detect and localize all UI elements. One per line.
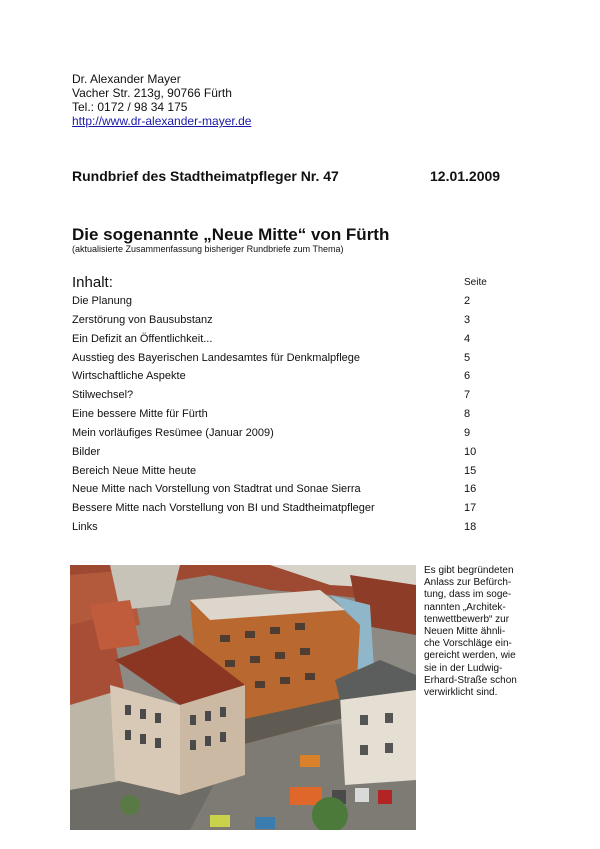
caption-line: sie in der Ludwig- [424, 662, 503, 674]
toc-item [72, 426, 492, 445]
toc-item [72, 445, 492, 464]
toc-item [72, 294, 492, 313]
toc-item-title: Eine bessere Mitte für Fürth [72, 408, 208, 421]
caption-line: che Vorschläge ein- [424, 638, 512, 650]
document-title: Die sogenannte „Neue Mitte“ von Fürth [72, 225, 390, 244]
toc-item-page: 10 [464, 445, 477, 458]
toc-item-title: Neue Mitte nach Vorstellung von Stadtrat und Sonae Sierra [72, 483, 361, 496]
toc-item [72, 351, 492, 370]
toc-item-page: 9 [464, 426, 471, 439]
author-street: Vacher Str. 213g, 90766 Fürth [72, 86, 232, 100]
author-block [72, 72, 251, 128]
toc-item [72, 520, 492, 539]
toc-item-title: Ein Defizit an Öffentlichkeit... [72, 332, 213, 345]
author-name: Dr. Alexander Mayer [72, 72, 181, 86]
photo-caption [424, 565, 534, 699]
toc-item-page: 15 [464, 464, 477, 477]
toc-item-title: Links [72, 521, 98, 534]
toc-item-title: Ausstieg des Bayerischen Landesamtes für Denkmalpflege [72, 351, 360, 364]
toc-item-page: 7 [464, 389, 471, 402]
caption-line: tenwettbewerb“ zur [424, 613, 510, 625]
toc-item-page: 17 [464, 502, 477, 515]
caption-line: Erhard-Straße schon [424, 674, 517, 686]
toc-item-title: Die Planung [72, 295, 132, 307]
toc-item-page: 18 [464, 521, 477, 534]
toc-item-title: Zerstörung von Bausubstanz [72, 313, 213, 326]
toc-item-title: Wirtschaftliche Aspekte [72, 370, 186, 383]
aerial-street-photo [70, 565, 416, 830]
toc-item-title: Bereich Neue Mitte heute [72, 464, 197, 477]
toc-item-title: Bilder [72, 445, 101, 458]
toc-item-page: 6 [464, 370, 471, 383]
toc-item [72, 313, 492, 332]
toc-page-column-label: Seite [464, 277, 487, 288]
toc-item [72, 388, 492, 407]
table-of-contents [72, 294, 492, 539]
circular-title: Rundbrief des Stadtheimatpfleger Nr. 47 [72, 168, 339, 184]
toc-item-page: 4 [464, 332, 471, 345]
toc-item [72, 407, 492, 426]
caption-line: Anlass zur Befürch- [424, 577, 512, 589]
toc-item-page: 5 [464, 351, 471, 364]
toc-item [72, 501, 492, 520]
caption-line: Es gibt begründeten [424, 565, 514, 576]
document-subtitle: (aktualisierte Zusammenfassung bisheriger Rundbriefe zum Thema) [72, 244, 344, 254]
toc-item [72, 332, 492, 351]
caption-line: tung, dass im soge- [424, 589, 512, 601]
author-website-link[interactable]: http://www.dr-alexander-mayer.de [72, 114, 252, 128]
caption-line: nannten „Architek- [424, 601, 506, 613]
caption-line: Neuen Mitte ähnli- [424, 626, 506, 638]
toc-item-page: 16 [464, 483, 477, 496]
toc-item [72, 464, 492, 483]
toc-item-title: Bessere Mitte nach Vorstellung von BI und Stadtheimatpfleger [72, 502, 375, 515]
toc-item-page: 3 [464, 313, 471, 326]
toc-item-page: 8 [464, 408, 471, 421]
caption-line: gereicht werden, wie [424, 650, 516, 662]
caption-line: verwirklicht sind. [424, 687, 498, 699]
toc-item-title: Stilwechsel? [72, 389, 134, 402]
toc-item [72, 369, 492, 388]
toc-heading: Inhalt: [72, 274, 113, 291]
toc-item-title: Mein vorläufiges Resümee (Januar 2009) [72, 426, 274, 439]
circular-date: 12.01.2009 [430, 168, 501, 184]
toc-item-page: 2 [464, 295, 471, 307]
author-phone: Tel.: 0172 / 98 34 175 [72, 100, 188, 114]
circular-header [72, 168, 502, 184]
toc-item [72, 482, 492, 501]
